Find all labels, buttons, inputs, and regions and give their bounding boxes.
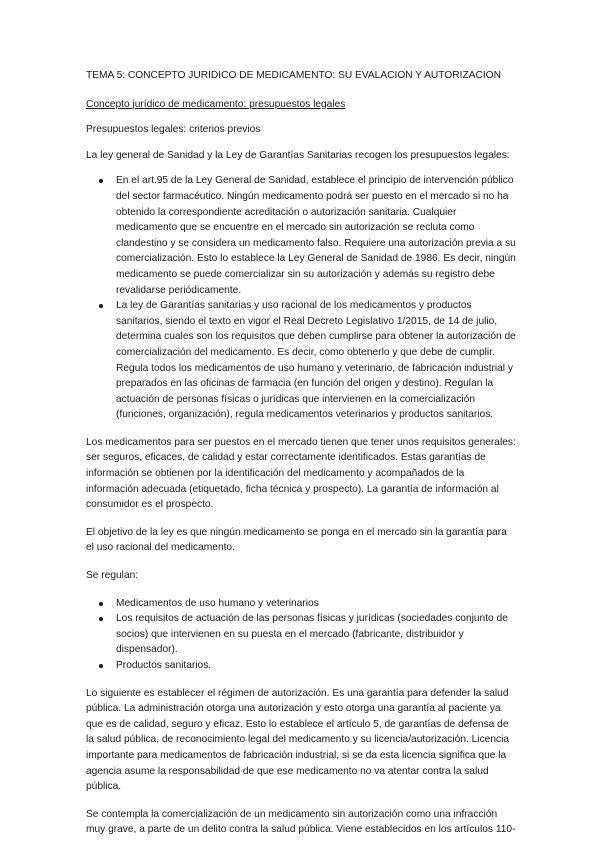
document-body [86, 68, 516, 838]
list-item: Los requisitos de actuación de las personas físicas y jurídicas (sociedades conjunto de socios) que intervienen en su puesta en el mercado (fabricante, distribuidor y dispensador). [86, 611, 516, 658]
regulated-items-list [86, 596, 516, 674]
paragraph-autorizacion: Lo siguiente es establecer el régimen de autorización. Es una garantía para defender la salud pública. La administración otorga una autorización y esto otorga una garantía al paciente ya que es de calidad, seguro y eficaz. Esto lo establece el artículo 5, de garantías de defensa de la salud pública, de reconocimiento legal del medicamento y su licencia/autorización. Licencia importante para medicamentos de fabricación industrial, si se da esta licencia significa que la agencia asume la responsabilidad de que ese medicamento no va atentar contra la salud pública. [86, 687, 510, 793]
list-item: En el art.95 de la Ley General de Sanidad, establece el principio de intervención público del sector farmacéutico. Ningún medicamento podrá ser puesto en el mercado si no ha obtenido la correspondiente acreditación o autorización sanitaria. Cualquier medicamento que se encuentre en el mercado sin autorización se recluta como clandestino y se considera un medicamento falso. Requiere una autorización previa a su comercialización. Esto lo establece la Ley General de Sanidad de 1986. Es decir, ningún medicamento se puede comercializar sin su autorización y además su registro debe revalidarse periódicamente. [86, 173, 516, 298]
legal-bullets-list [86, 173, 516, 423]
list-item: Medicamentos de uso humano y veterinarios [86, 596, 516, 612]
paragraph-requisitos: Los medicamentos para ser puestos en el mercado tienen que tener unos requisitos generales: ser seguros, eficaces, de calidad y estar correctamente identificados. Estas garantías de información se obtienen por la identificación del medicamento y acompañados de la información adecuada (etiquetado, ficha técnica y prospecto). La garantía de información al consumidor es el prospecto. [86, 436, 516, 511]
subsection-heading: Presupuestos legales: criterios previos [86, 124, 261, 136]
list-item: La ley de Garantías sanitarias y uso racional de los medicamentos y productos sanitarios, siendo el texto en vigor el Real Decreto Legislativo 1/2015, de 14 de julio, determina cuales son los requisitos que deben cumplirse para obtener la autorización de comercialización del medicamento. Es decir, como obtenerlo y que debe de cumplir. Regula todos los medicamentos de uso humano y veterinario, de fabricación industrial y preparados en las oficinas de farmacia (en función del origen y destino). Regulan la actuación de personas físicas o jurídicas que intervienen en la comercialización (funciones, organización), regula medicamentos veterinarios y productos sanitarios. [86, 298, 516, 423]
paragraph-infraccion: Se contempla la comercialización de un medicamento sin autorización como una infracción muy grave, a parte de un delito contra la salud pública. Viene establecidos en los artículos 110- [86, 808, 516, 836]
document-title: TEMA 5: CONCEPTO JURIDICO DE MEDICAMENTO: SU EVALACION Y AUTORIZACION [86, 70, 501, 81]
section-heading: Concepto jurídico de medicamento: presupuestos legales [86, 98, 346, 110]
se-regulan-label: Se regulan: [86, 570, 139, 582]
paragraph-objetivo: El objetivo de la ley es que ningún medicamento se ponga en el mercado sin la garantía para el uso racional del medicamento. [86, 526, 507, 554]
intro-paragraph: La ley general de Sanidad y la Ley de Garantías Sanitarias recogen los presupuestos legales: [86, 149, 510, 161]
list-item: Productos sanitarios. [86, 658, 516, 674]
